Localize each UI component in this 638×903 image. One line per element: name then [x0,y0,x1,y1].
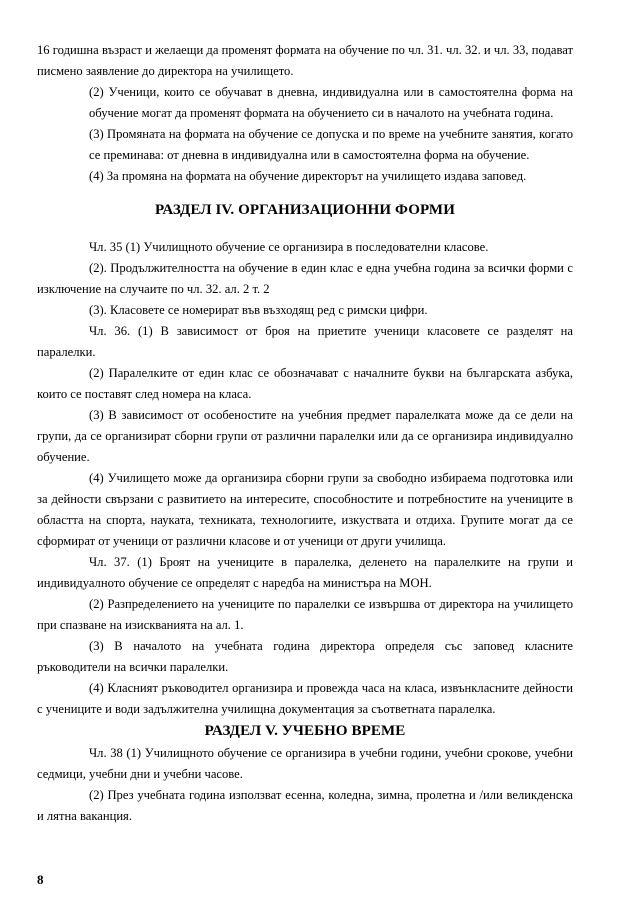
paragraph-art37-4: (4) Класният ръководител организира и провежда часа на класа, извънкласните дейности с учениците и води задължителна училищна документация за съответната паралелка. [37,681,573,716]
paragraph-art37-1: Чл. 37. (1) Броят на учениците в паралелка, деленето на паралелките на групи и индивидуалното обучение се определят с наредба на министъра на МОН. [37,555,573,590]
paragraph-art38-1: Чл. 38 (1) Училищното обучение се организира в учебни години, учебни срокове, учебни седмици, учебни дни и учебни часове. [37,746,573,781]
document-page [37,40,573,827]
page-number: 8 [37,872,44,887]
paragraph-art35-2: (2). Продължителността на обучение в един клас е една учебна година за всички форми с изключение на случаите по чл. 32. ал. 2 т. 2 [37,261,573,296]
paragraph-art37-2: (2) Разпределението на учениците по паралелки се извършва от директора на училището при спазване на изискванията на ал. 1. [37,597,573,632]
paragraph-continuation: 16 годишна възраст и желаещи да променят формата на обучение по чл. 31. чл. 32. и чл. 33, подават писмено заявление до директора на училището. [37,43,573,78]
paragraph-art37-3: (3) В началото на учебната година директора определя със заповед класните ръководители на всички паралелки. [37,639,573,674]
paragraph-art34-4: (4) За промяна на формата на обучение директорът на училището издава заповед. [89,169,527,183]
section-iv-heading: РАЗДЕЛ IV. ОРГАНИЗАЦИОННИ ФОРМИ [155,202,455,218]
paragraph-art36-4: (4) Училището може да организира сборни групи за свободно избираема подготовка или за дейности свързани с развитието на интересите, способностите и потребностите на учениците в областта на спорта, науката, техниката, технологиите, изкуствата и отдиха. Групите могат да се сформират от ученици от различни класове и от ученици от други училища. [37,471,573,548]
section-v-heading: РАЗДЕЛ V. УЧЕБНО ВРЕМЕ [204,723,406,739]
paragraph-art34-2: (2) Ученици, които се обучават в дневна, индивидуална или в самостоятелна форма на обучение могат да променят формата на обучението си в началото на учебната година. [89,85,573,120]
paragraph-art36-1: Чл. 36. (1) В зависимост от броя на приетите ученици класовете се разделят на паралелки. [37,324,573,359]
paragraph-art34-3: (3) Промяната на формата на обучение се допуска и по време на учебните занятия, когато се преминава: от дневна в индивидуална или в самостоятелна форма на обучение. [89,127,573,162]
paragraph-art38-2: (2) През учебната година използват есенна, коледна, зимна, пролетна и /или великденска и лятна ваканция. [37,788,573,823]
paragraph-art36-2: (2) Паралелките от един клас се обозначават с началните букви на българската азбука, които се поставят след номера на класа. [37,366,573,401]
paragraph-art35-3: (3). Класовете се номерират във възходящ ред с римски цифри. [89,303,428,317]
paragraph-art35-1: Чл. 35 (1) Училищното обучение се организира в последователни класове. [89,240,489,254]
paragraph-art36-3: (3) В зависимост от особеностите на учебния предмет паралелката може да се дели на групи, да се организират сборни групи от различни паралелки или да се организира индивидуално обучение. [37,408,573,464]
